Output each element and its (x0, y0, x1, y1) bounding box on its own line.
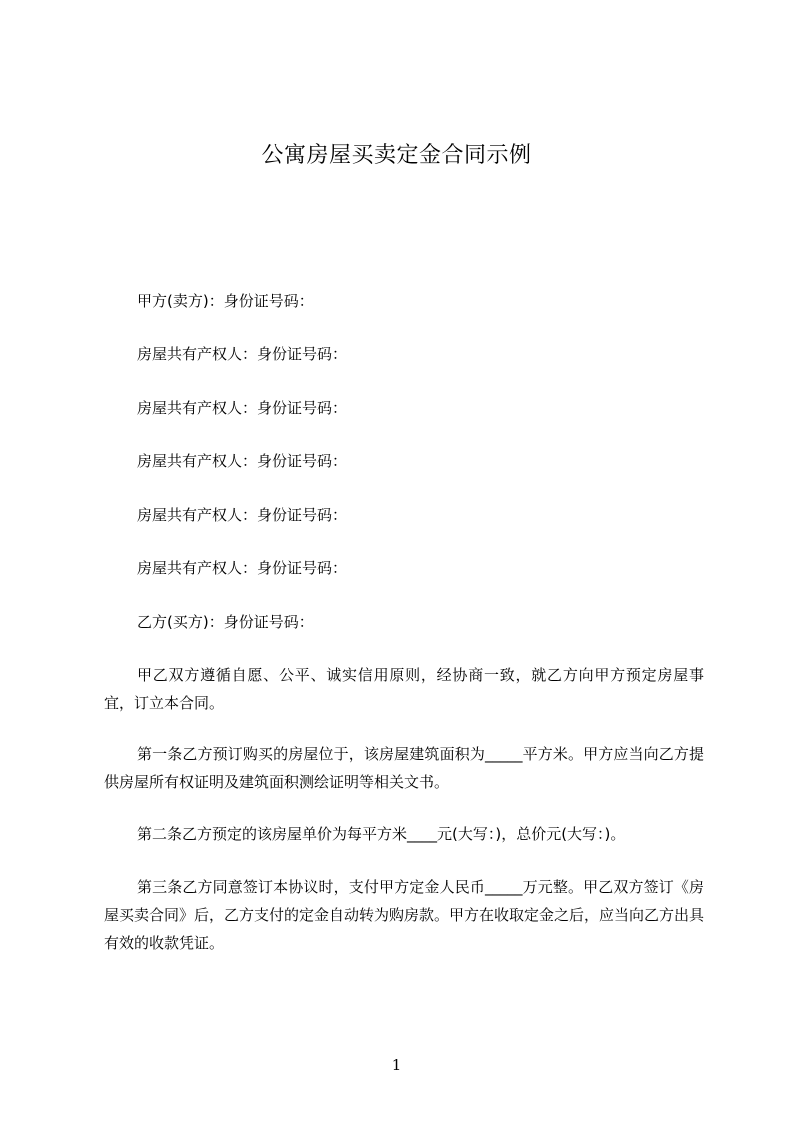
paragraph-article-3: 第三条乙方同意签订本协议时，支付甲方定金人民币_____万元整。甲乙双方签订《房屋买卖合同》后，乙方支付的定金自动转为购房款。甲方在收取定金之后，应当向乙方出具有效的收款凭证。 (104, 878, 705, 952)
party-line-co-owner-2: 房屋共有产权人：身份证号码： (137, 399, 348, 417)
party-line-co-owner-1: 房屋共有产权人：身份证号码： (137, 345, 348, 363)
paragraph-article-1: 第一条乙方预订购买的房屋位于，该房屋建筑面积为_____平方米。甲方应当向乙方提供房屋所有权证明及建筑面积测绘证明等相关文书。 (104, 745, 704, 791)
party-line-co-owner-4: 房屋共有产权人：身份证号码： (137, 506, 348, 524)
party-line-co-owner-5: 房屋共有产权人：身份证号码： (137, 559, 348, 577)
page-number: 1 (391, 1056, 402, 1074)
document-title: 公寓房屋买卖定金合同示例 (261, 143, 532, 168)
party-line-buyer: 乙方(买方)：身份证号码： (137, 613, 314, 631)
party-line-co-owner-3: 房屋共有产权人：身份证号码： (137, 452, 348, 470)
paragraph-preamble: 甲乙双方遵循自愿、公平、诚实信用原则，经协商一致，就乙方向甲方预定房屋事宜，订立本合同。 (104, 666, 704, 712)
paragraph-article-2: 第二条乙方预定的该房屋单价为每平方米____元(大写：)，总价元(大写：)。 (137, 825, 626, 843)
party-line-seller: 甲方(卖方)：身份证号码： (137, 292, 314, 310)
